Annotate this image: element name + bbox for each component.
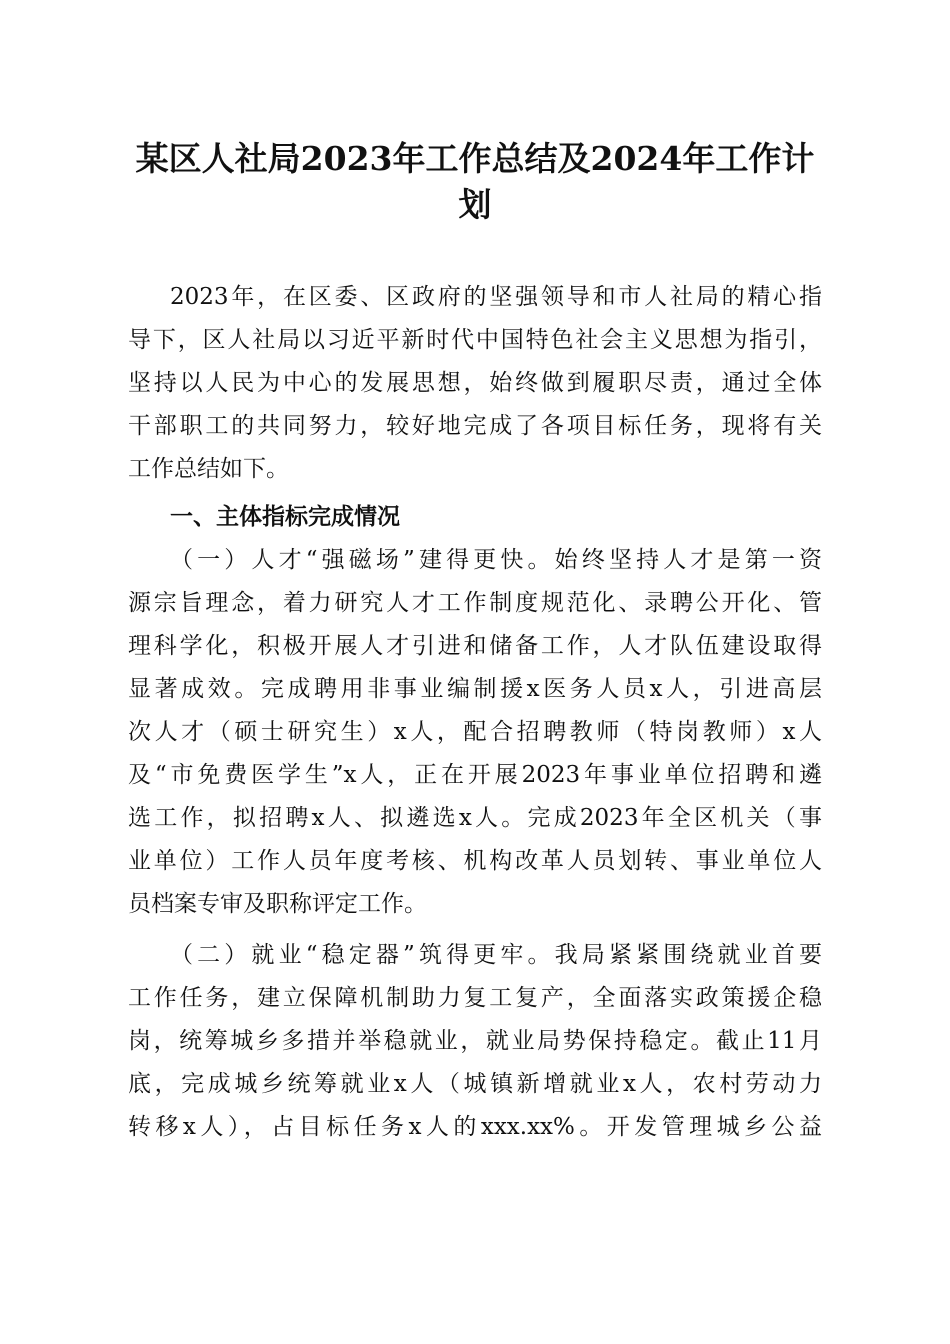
text-line: 工作总结如下。: [128, 456, 289, 482]
paragraph-talent: [128, 539, 822, 926]
paragraph-employment: [128, 934, 822, 1149]
text-line: 理科学化，积极开展人才引进和储备工作，人才队伍建设取得: [128, 633, 822, 659]
text-line: 源宗旨理念，着力研究人才工作制度规范化、录聘公开化、管: [128, 590, 822, 616]
text-line: 显著成效。完成聘用非事业编制援x医务人员x人，引进高层: [128, 676, 822, 702]
text-line: 转移x人），占目标任务x人的xxx.xx%。开发管理城乡公益: [128, 1114, 822, 1140]
text-line: 及“市免费医学生”x人，正在开展2023年事业单位招聘和遴: [128, 762, 822, 788]
document-body: [128, 276, 822, 1149]
text-line: 业单位）工作人员年度考核、机构改革人员划转、事业单位人: [128, 848, 822, 874]
text-line: 2023年，在区委、区政府的坚强领导和市人社局的精心指: [170, 284, 822, 310]
text-line: 导下，区人社局以习近平新时代中国特色社会主义思想为指引，: [128, 327, 822, 353]
text-line: 岗，统筹城乡多措并举稳就业，就业局势保持稳定。截止11月: [128, 1028, 822, 1054]
intro-paragraph: [128, 276, 822, 491]
document-title-line-2: 划: [458, 185, 492, 224]
text-line: （一）人才“强磁场”建得更快。始终坚持人才是第一资: [170, 547, 822, 573]
text-line: 工作任务，建立保障机制助力复工复产，全面落实政策援企稳: [128, 985, 822, 1011]
section-heading: 一、主体指标完成情况: [170, 503, 400, 530]
text-line: （二）就业“稳定器”筑得更牢。我局紧紧围绕就业首要: [170, 942, 822, 968]
text-line: 底，完成城乡统筹就业x人（城镇新增就业x人，农村劳动力: [128, 1071, 822, 1097]
text-line: 坚持以人民为中心的发展思想，始终做到履职尽责，通过全体: [128, 370, 822, 396]
text-line: 干部职工的共同努力，较好地完成了各项目标任务，现将有关: [128, 413, 822, 439]
document-title-line-1: 某区人社局2023年工作总结及2024年工作计: [135, 139, 815, 178]
text-line: 次人才（硕士研究生）x人，配合招聘教师（特岗教师）x人: [128, 719, 822, 745]
text-line: 员档案专审及职称评定工作。: [128, 891, 427, 917]
text-line: 选工作，拟招聘x人、拟遴选x人。完成2023年全区机关（事: [128, 805, 822, 831]
